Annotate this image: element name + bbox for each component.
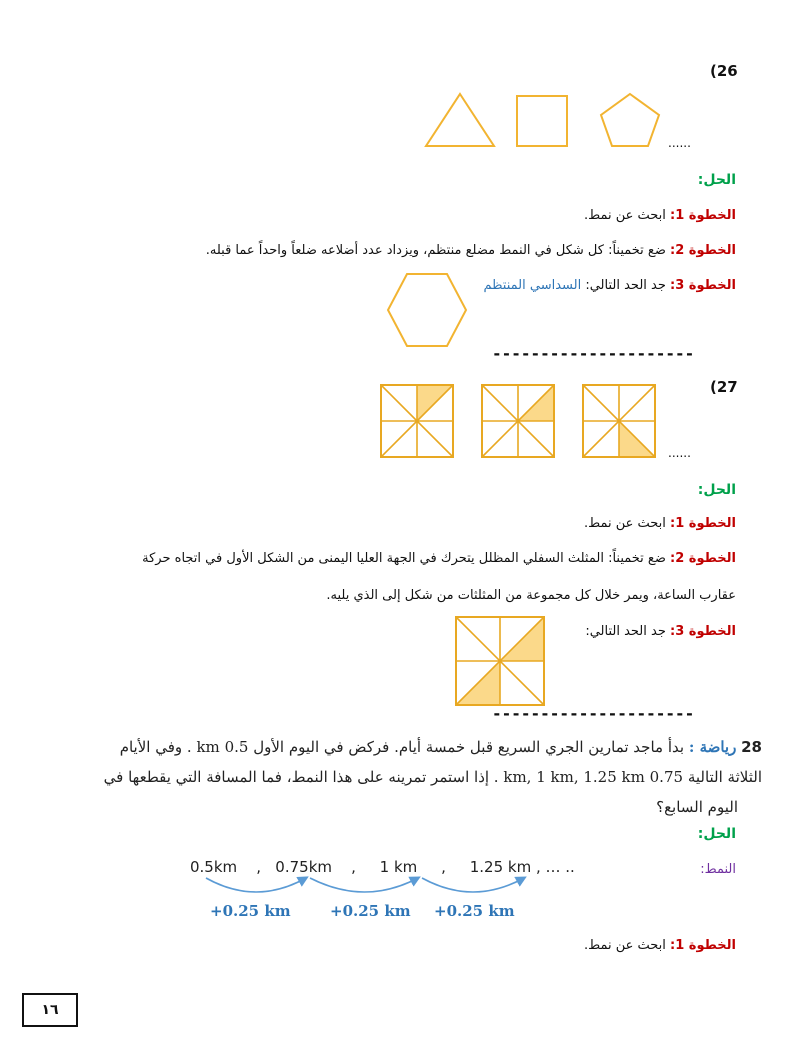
q28-line-1-text: بدأ ماجد تمارين الجري السريع قبل خمسة أيام. فركض في اليوم الأول 0.5 km . وفي الأيام xyxy=(119,738,689,756)
q27-answer-figure xyxy=(453,614,547,708)
q26-step2-text: ضع تخميناً: كل شكل في النمط مضلع منتظم، ويزداد عدد أضلاعه ضلعاً واحداً عما قبله. xyxy=(205,243,671,258)
q28-line-3: اليوم السابع؟ xyxy=(656,798,738,816)
separator-1: --------------------- xyxy=(492,344,695,363)
q27-step2-label: الخطوة 2: xyxy=(670,551,736,566)
q26-shapes xyxy=(420,90,670,150)
question-26-number: (26 xyxy=(710,62,738,80)
question-28-number: 28 xyxy=(741,738,762,756)
q27-step3-label: الخطوة 3: xyxy=(670,624,736,639)
increment-label-3: +0.25 km xyxy=(434,902,515,920)
q28-increment-arrows xyxy=(190,872,630,902)
q26-step1-label: الخطوة 1: xyxy=(670,208,736,223)
q28-sequence: 0.5km , 0.75km , 1 km , 1.25 km , … .. xyxy=(190,858,575,876)
q27-figure-3 xyxy=(580,382,658,460)
q27-step1-text: ابحث عن نمط. xyxy=(583,516,671,531)
q28-line-1 xyxy=(120,738,762,756)
q26-solution-label: الحل: xyxy=(697,172,736,188)
pentagon-shape xyxy=(601,94,659,146)
q27-step1-label: الخطوة 1: xyxy=(670,516,736,531)
q27-step2 xyxy=(142,551,736,566)
triangle-shape xyxy=(426,94,494,146)
q27-step2-text-1: ضع تخميناً: المثلث السفلي المظلل يتحرك في الجهة العليا اليمنى من الشكل الأول في اتجاه حركة xyxy=(142,551,671,566)
q28-step1-label: الخطوة 1: xyxy=(670,938,736,953)
q26-step3 xyxy=(483,278,736,293)
q28-line-2: الثلاثة التالية 0.75 km, 1 km, 1.25 km . إذا استمر تمرينه على هذا النمط، فما المسافة التي يقطعها في xyxy=(103,768,762,786)
q27-step3-text: جد الحد التالي: xyxy=(585,624,671,639)
q26-step3-answer: السداسي المنتظم xyxy=(483,278,582,293)
q26-step1 xyxy=(584,208,736,223)
q26-step2 xyxy=(206,243,736,258)
increment-label-1: +0.25 km xyxy=(210,902,291,920)
increment-label-2: +0.25 km xyxy=(330,902,411,920)
arrow-3 xyxy=(422,878,524,892)
q26-step1-text: ابحث عن نمط. xyxy=(583,208,671,223)
q26-step3-text: جد الحد التالي: xyxy=(581,278,671,293)
q27-step1 xyxy=(584,516,736,531)
page-number: ١٦ xyxy=(22,993,78,1027)
q27-step3 xyxy=(585,624,736,639)
separator-2: --------------------- xyxy=(492,704,695,723)
q27-figure-2 xyxy=(479,382,557,460)
q27-solution-label: الحل: xyxy=(697,482,736,498)
question-27-number: (27 xyxy=(710,378,738,396)
q28-step1 xyxy=(584,938,736,953)
q27-figure-1 xyxy=(378,382,456,460)
q28-step1-text: ابحث عن نمط. xyxy=(583,938,671,953)
arrow-1 xyxy=(206,878,306,892)
hexagon-shape xyxy=(386,270,468,350)
q27-continuation-dots: ...... xyxy=(668,446,691,460)
q26-continuation-dots: ...... xyxy=(668,136,691,150)
square-shape xyxy=(517,96,567,146)
q26-step3-label: الخطوة 3: xyxy=(670,278,736,293)
arrow-2 xyxy=(310,878,418,892)
q27-step2-continued: عقارب الساعة، ويمر خلال كل مجموعة من المثلثات من شكل إلى الذي يليه. xyxy=(326,588,736,603)
q28-solution-label: الحل: xyxy=(697,826,736,842)
q28-pattern-label: النمط: xyxy=(700,862,736,877)
q28-topic: رياضة : xyxy=(688,738,737,756)
q26-step2-label: الخطوة 2: xyxy=(670,243,736,258)
